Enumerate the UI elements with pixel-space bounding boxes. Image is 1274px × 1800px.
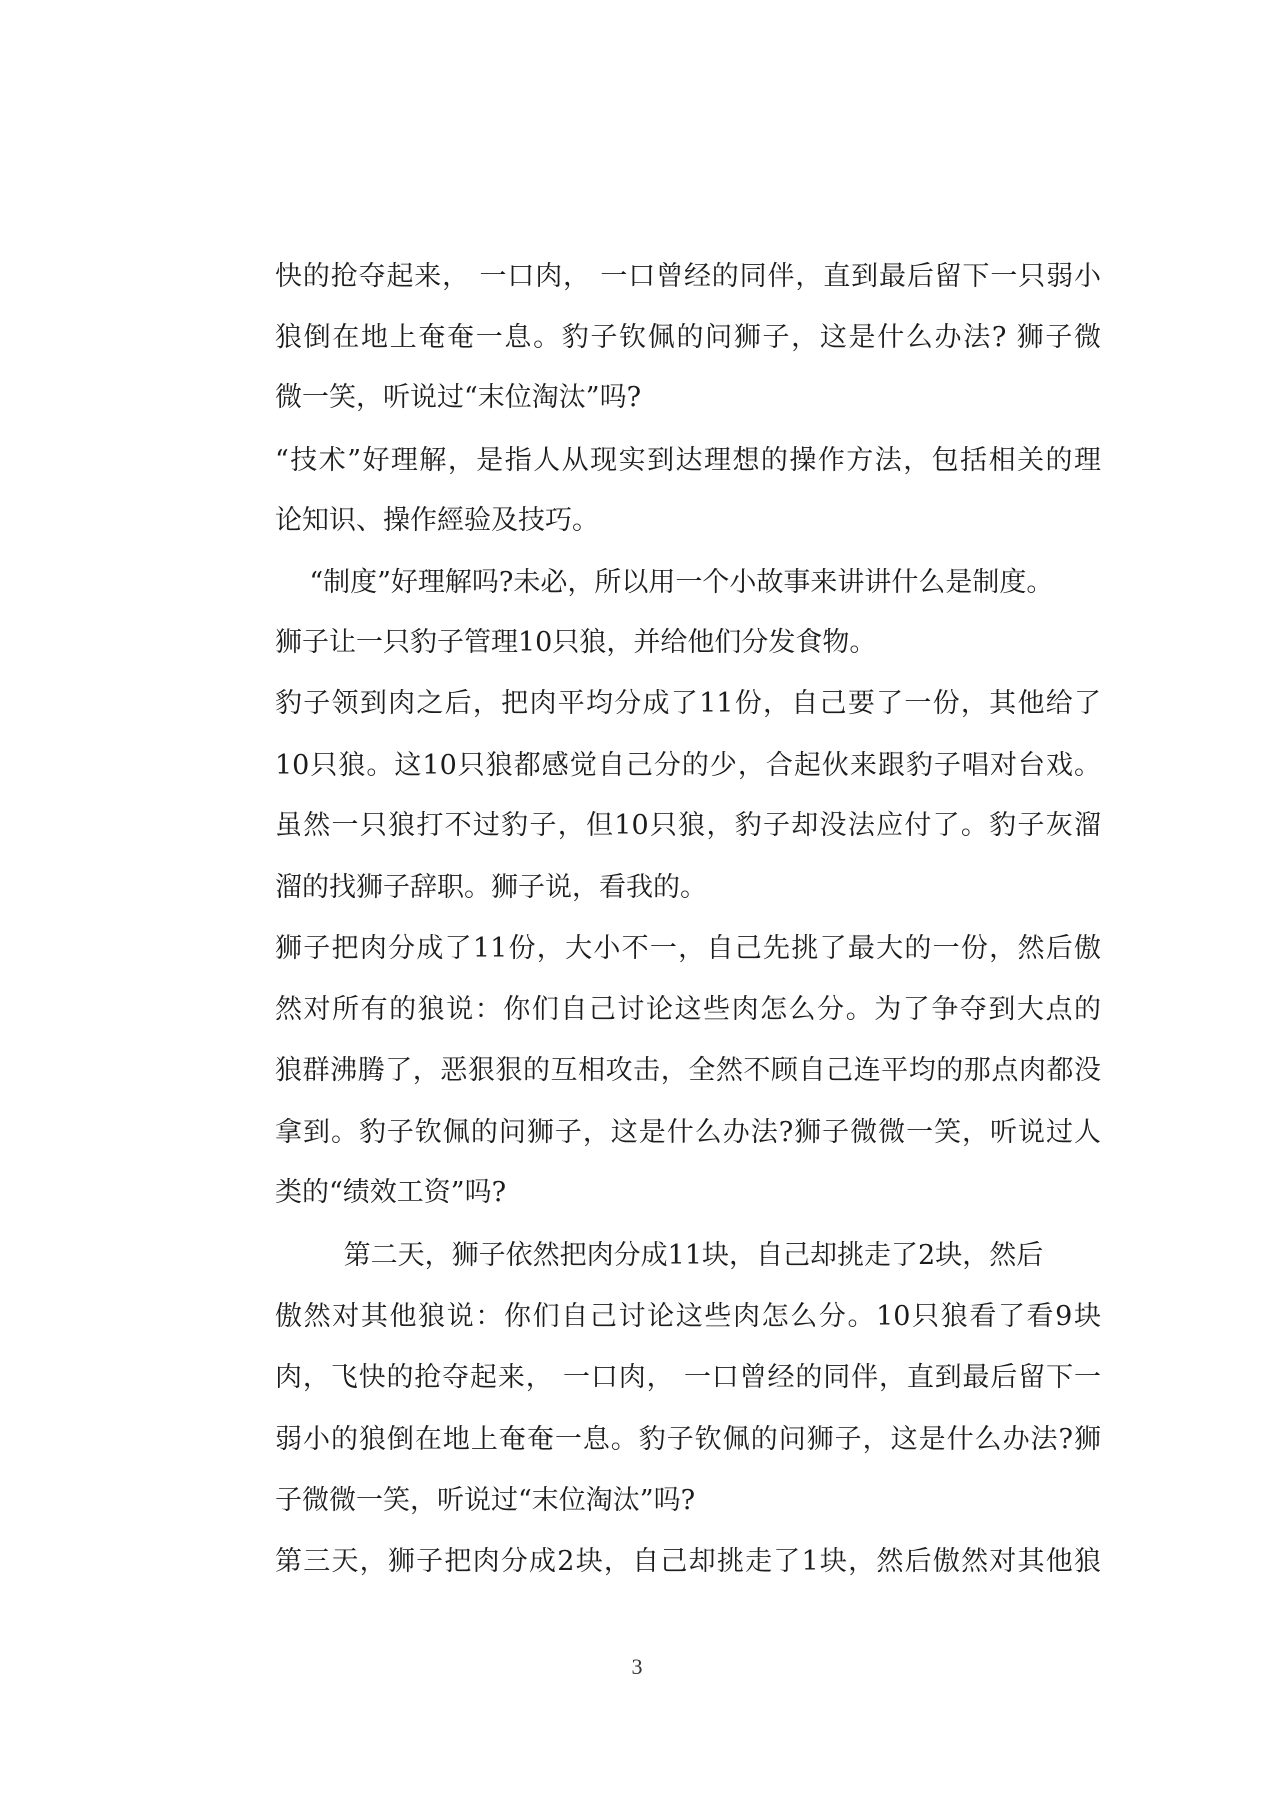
text-line: 狮子让一只豹子管理10只狼，并给他们分发食物。 [275,627,877,658]
text-line: 豹子领到肉之后，把肉平均分成了11份，自己要了一份，其他给了 [275,688,1101,719]
page-number: 3 [631,1654,643,1679]
text-line: 狼倒在地上奄奄一息。豹子钦佩的问狮子，这是什么办法? 狮子微 [275,322,1101,353]
text-line: 第三天，狮子把肉分成2块，自己却挑走了1块，然后傲然对其他狼 [275,1546,1101,1577]
text-line: 拿到。豹子钦佩的问狮子，这是什么办法?狮子微微一笑，听说过人 [275,1117,1101,1148]
text-line: 子微微一笑，听说过“末位淘汰”吗? [275,1485,696,1516]
text-line: “制度”好理解吗?未必，所以用一个小故事来讲讲什么是制度。 [275,567,1054,598]
text-line: 狼群沸腾了，恶狠狠的互相攻击，全然不顾自己连平均的那点肉都没 [275,1055,1101,1086]
text-line: 快的抢夺起来， 一口肉， 一口曾经的同伴，直到最后留下一只弱小 [275,261,1101,292]
text-line: 类的“绩效工资”吗? [275,1177,507,1208]
text-line: “技术”好理解，是指人从现实到达理想的操作方法，包括相关的理 [275,445,1101,476]
text-line: 傲然对其他狼说：你们自己讨论这些肉怎么分。10只狼看了看9块 [275,1301,1101,1332]
text-line: 溜的找狮子辞职。狮子说，看我的。 [275,872,707,903]
text-line: 10只狼。这10只狼都感觉自己分的少，合起伙来跟豹子唱对台戏。 [275,750,1101,781]
text-line: 然对所有的狼说：你们自己讨论这些肉怎么分。为了争夺到大点的 [275,994,1101,1025]
text-line: 弱小的狼倒在地上奄奄一息。豹子钦佩的问狮子，这是什么办法?狮 [275,1424,1101,1455]
text-line: 微一笑，听说过“末位淘汰”吗? [275,382,642,413]
text-line: 虽然一只狼打不过豹子，但10只狼，豹子却没法应付了。豹子灰溜 [275,810,1101,841]
text-line: 第二天，狮子依然把肉分成11块，自己却挑走了2块，然后 [275,1240,1044,1271]
text-line: 论知识、操作經验及技巧。 [275,505,599,536]
text-line: 肉，飞快的抢夺起来， 一口肉， 一口曾经的同伴，直到最后留下一 [275,1362,1101,1393]
text-line: 狮子把肉分成了11份，大小不一，自己先挑了最大的一份，然后傲 [275,933,1101,964]
